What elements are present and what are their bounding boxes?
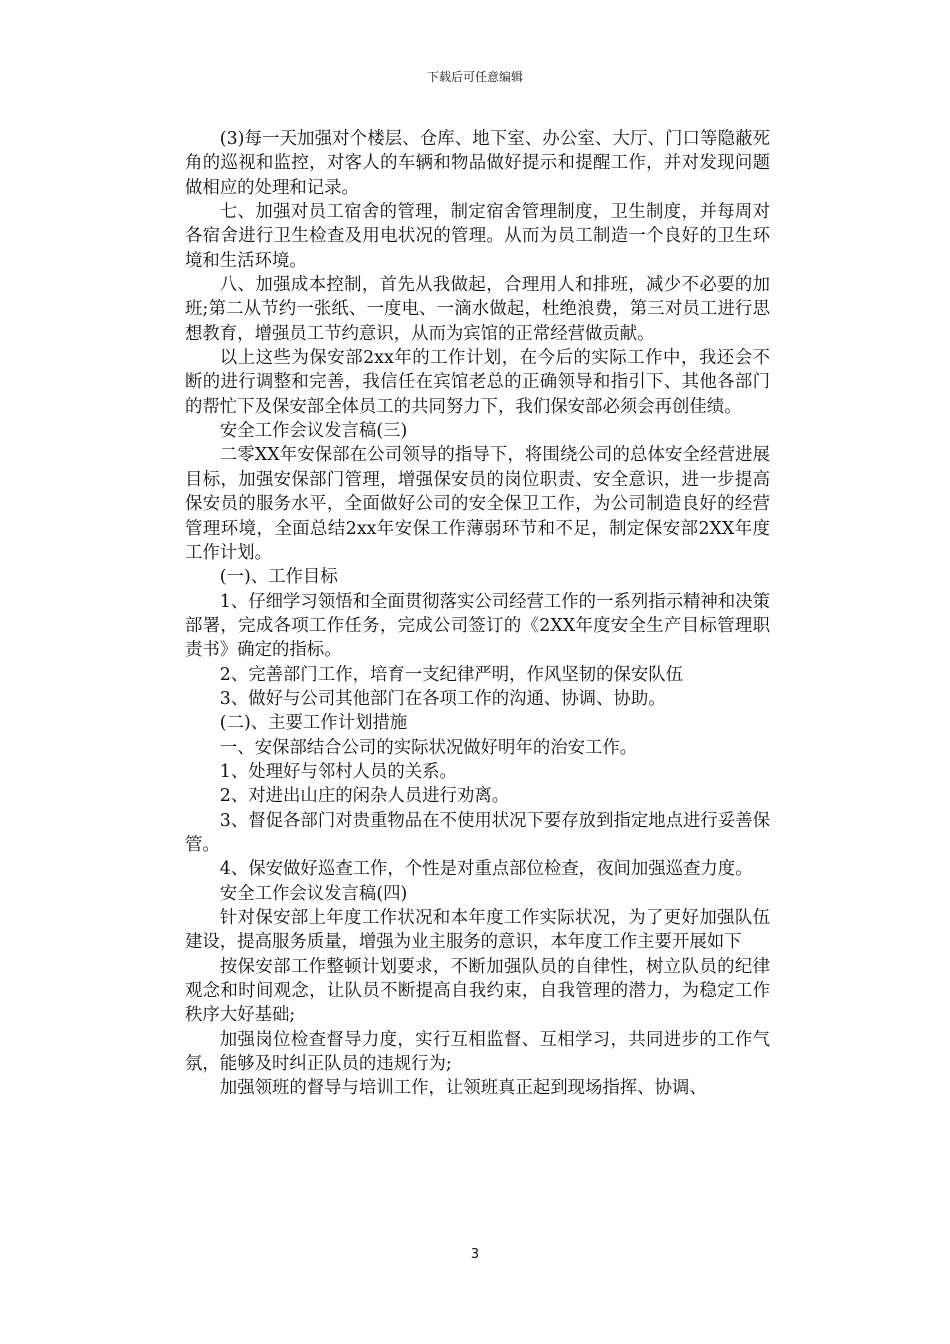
list-item: 3、做好与公司其他部门在各项工作的沟通、协调、协助。 — [219, 688, 666, 709]
paragraph: 按保安部工作整顿计划要求，不断加强队员的自律性，树立队员的纪律观念和时间观念，让队员不断提高自我约束，自我管理的潜力，为稳定工作秩序大好基础; — [185, 956, 770, 1026]
section-heading: 安全工作会议发言稿(四) — [219, 883, 408, 904]
section-heading: 安全工作会议发言稿(三) — [219, 421, 408, 442]
page-number: 3 — [470, 1247, 480, 1262]
list-item: 1、处理好与邻村人员的关系。 — [219, 761, 457, 782]
list-item: 2、对进出山庄的闲杂人员进行劝离。 — [219, 786, 510, 807]
paragraph: 针对保安部上年度工作状况和本年度工作实际状况，为了更好加强队伍建设，提高服务质量，增强为业主服务的意识，本年度工作主要开展如下 — [185, 908, 770, 953]
paragraph: 二零XX年安保部在公司领导的指导下，将围绕公司的总体安全经营进展目标，加强安保部门管理，增强保安员的岗位职责、安全意识，进一步提高保安员的服务水平，全面做好公司的安全保卫工作，为公司制造良好的经营管理环境，全面总结2xx年安保工作薄弱环节和不足，制定保安部2XX年度工作计划。 — [185, 445, 770, 563]
paragraph: 加强岗位检查督导力度，实行互相监督、互相学习，共同进步的工作气氛，能够及时纠正队员的违规行为; — [185, 1029, 770, 1075]
paragraph: 一、安保部结合公司的实际状况做好明年的治安工作。 — [219, 737, 638, 758]
subsection-heading: (二)、主要工作计划措施 — [219, 713, 408, 734]
subsection-heading: (一)、工作目标 — [219, 567, 338, 588]
paragraph: 以上这些为保安部2xx年的工作计划，在今后的实际工作中，我还会不断的进行调整和完善，我信任在宾馆老总的正确领导和指引下、其他各部门的帮忙下及保安部全体员工的共同努力下，我们保安部必须会再创佳绩。 — [185, 348, 770, 417]
paragraph: (3)每一天加强对个楼层、仓库、地下室、办公室、大厅、门口等隐蔽死角的巡视和监控，对客人的车辆和物品做好提示和提醒工作，并对发现问题做相应的处理和记录。 — [185, 129, 770, 198]
list-item: 3、督促各部门对贵重物品在不使用状况下要存放到指定地点进行妥善保管。 — [185, 810, 770, 855]
list-item: 4、保安做好巡查工作，个性是对重点部位检查，夜间加强巡查力度。 — [219, 859, 753, 880]
paragraph: 加强领班的督导与培训工作，让领班真正起到现场指挥、协调、 — [219, 1078, 707, 1099]
paragraph: 八、加强成本控制，首先从我做起，合理用人和排班，减少不必要的加班;第二从节约一张纸、一度电、一滴水做起，杜绝浪费，第三对员工进行思想教育，增强员工节约意识，从而为宾馆的正常经营做贡献。 — [185, 275, 770, 344]
list-item: 2、完善部门工作，培育一支纪律严明，作风坚韧的保安队伍 — [219, 664, 684, 685]
page-header: 下载后可任意编辑 — [426, 70, 523, 84]
paragraph: 七、加强对员工宿舍的管理，制定宿舍管理制度，卫生制度，并每周对各宿舍进行卫生检查及用电状况的管理。从而为员工制造一个良好的卫生环境和生活环境。 — [185, 202, 770, 271]
list-item: 1、仔细学习领悟和全面贯彻落实公司经营工作的一系列指示精神和决策部署，完成各项工作任务，完成公司签订的《2XX年度安全生产目标管理职责书》确定的指标。 — [185, 591, 770, 661]
document-body — [185, 127, 770, 1101]
